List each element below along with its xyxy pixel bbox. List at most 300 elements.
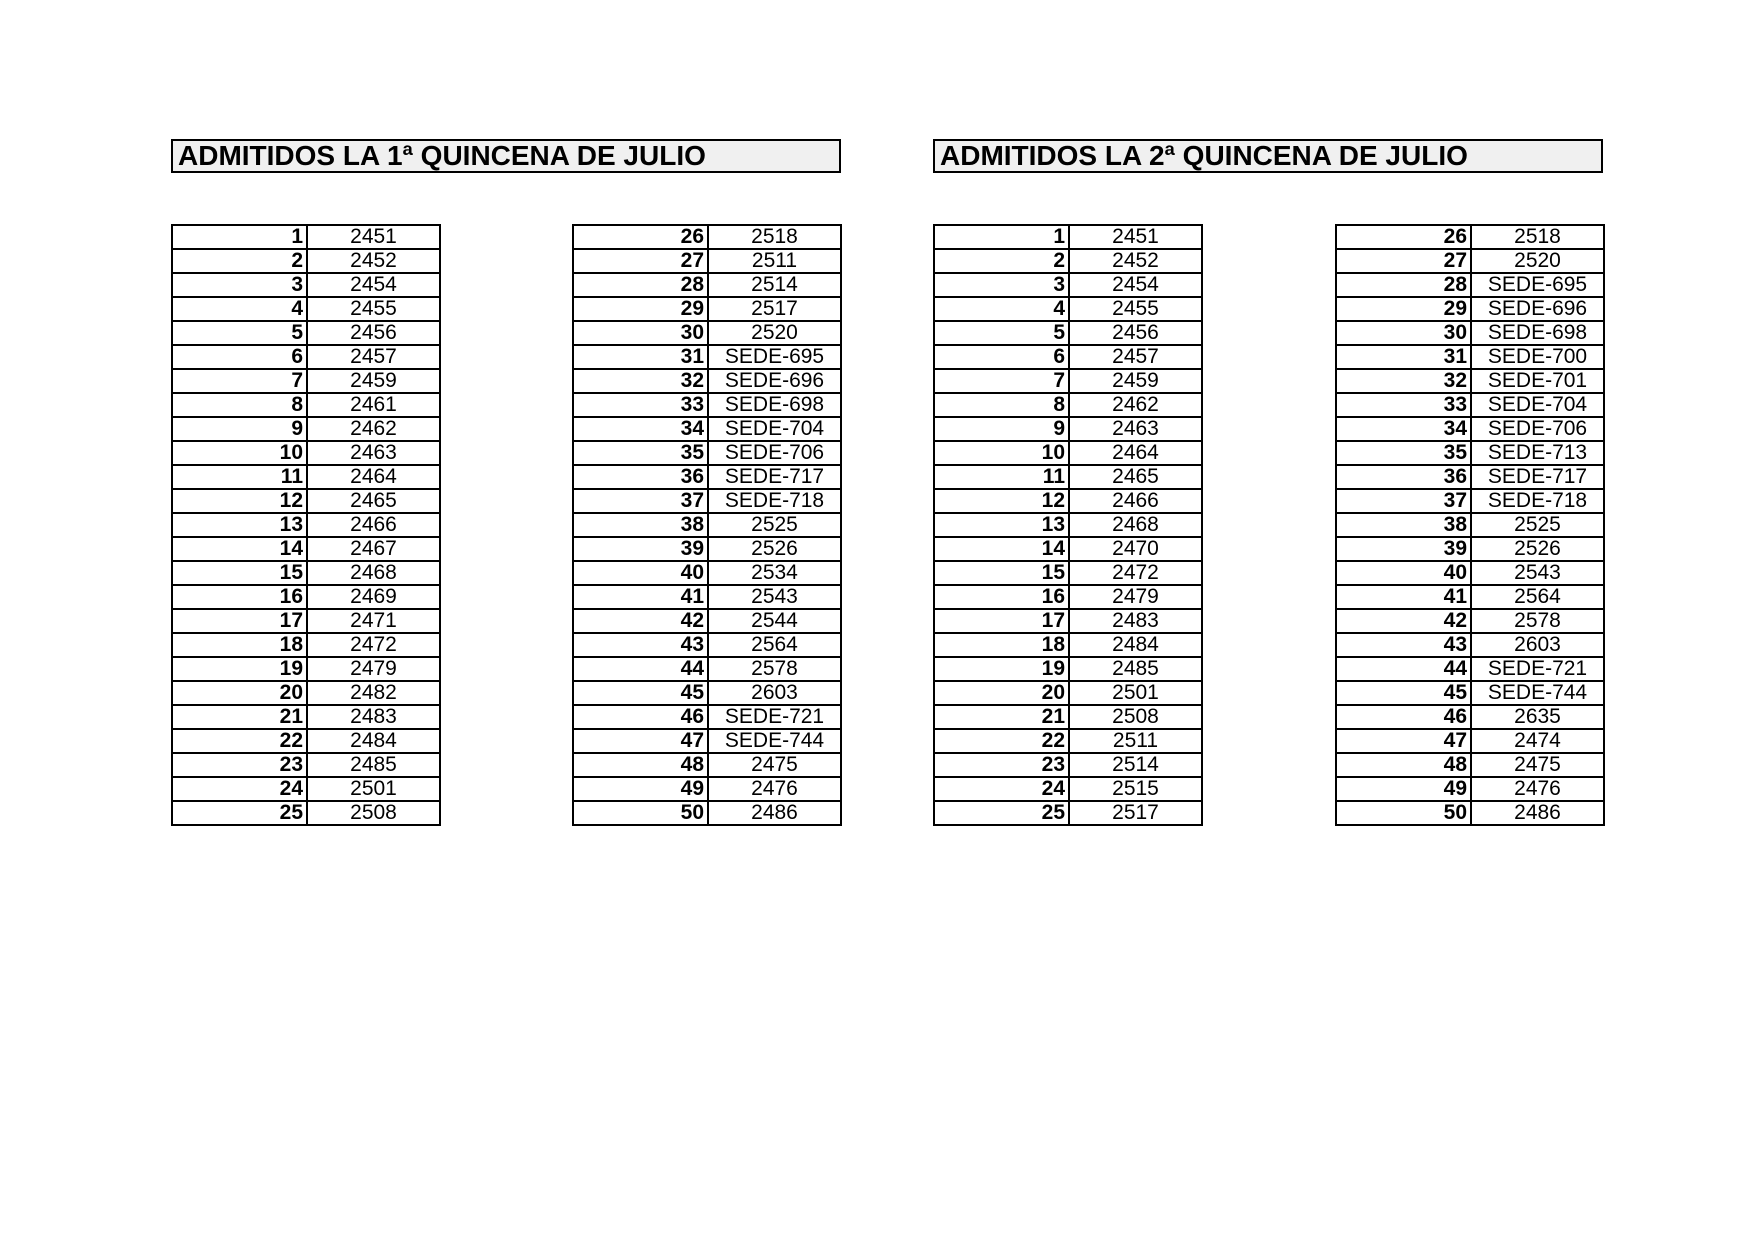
row-number: 49 xyxy=(573,777,708,801)
admitted-code: 2455 xyxy=(307,297,440,321)
table-row xyxy=(934,585,1202,609)
row-number: 12 xyxy=(934,489,1069,513)
admitted-code: 2525 xyxy=(1471,513,1604,537)
admitted-code: 2534 xyxy=(708,561,841,585)
admitted-code: 2603 xyxy=(1471,633,1604,657)
admitted-code: 2517 xyxy=(1069,801,1202,825)
row-number: 28 xyxy=(573,273,708,297)
table-row xyxy=(1336,753,1604,777)
table-row xyxy=(1336,489,1604,513)
admitted-code: 2465 xyxy=(307,489,440,513)
row-number: 34 xyxy=(573,417,708,441)
table-row xyxy=(573,417,841,441)
admitted-code: 2464 xyxy=(1069,441,1202,465)
row-number: 36 xyxy=(573,465,708,489)
row-number: 4 xyxy=(172,297,307,321)
table-row xyxy=(172,465,440,489)
table-row xyxy=(172,393,440,417)
table-row xyxy=(573,249,841,273)
row-number: 18 xyxy=(934,633,1069,657)
row-number: 39 xyxy=(573,537,708,561)
table-row xyxy=(172,513,440,537)
row-number: 46 xyxy=(573,705,708,729)
row-number: 30 xyxy=(1336,321,1471,345)
table-row xyxy=(573,297,841,321)
row-number: 24 xyxy=(172,777,307,801)
row-number: 17 xyxy=(172,609,307,633)
admitted-code: 2466 xyxy=(307,513,440,537)
table-row xyxy=(1336,657,1604,681)
table-row xyxy=(573,705,841,729)
row-number: 32 xyxy=(573,369,708,393)
admitted-code: 2508 xyxy=(1069,705,1202,729)
row-number: 33 xyxy=(1336,393,1471,417)
admitted-code: 2514 xyxy=(708,273,841,297)
row-number: 42 xyxy=(1336,609,1471,633)
admitted-code: 2484 xyxy=(1069,633,1202,657)
table-row xyxy=(172,441,440,465)
table-row xyxy=(172,345,440,369)
admitted-code: 2454 xyxy=(307,273,440,297)
admitted-code: 2479 xyxy=(307,657,440,681)
table-row xyxy=(172,681,440,705)
section-title-second-fortnight: ADMITIDOS LA 2ª QUINCENA DE JULIO xyxy=(933,139,1603,173)
admitted-code: 2564 xyxy=(708,633,841,657)
admitted-code: SEDE-695 xyxy=(1471,273,1604,297)
row-number: 13 xyxy=(934,513,1069,537)
admitted-code: 2476 xyxy=(708,777,841,801)
row-number: 36 xyxy=(1336,465,1471,489)
table-row xyxy=(934,321,1202,345)
admitted-code: 2544 xyxy=(708,609,841,633)
admitted-code: 2469 xyxy=(307,585,440,609)
admitted-code: 2472 xyxy=(307,633,440,657)
admitted-code: 2578 xyxy=(708,657,841,681)
row-number: 32 xyxy=(1336,369,1471,393)
table-row xyxy=(172,417,440,441)
row-number: 48 xyxy=(573,753,708,777)
admitted-code: 2485 xyxy=(307,753,440,777)
row-number: 41 xyxy=(573,585,708,609)
table-row xyxy=(934,297,1202,321)
table-row xyxy=(172,777,440,801)
table-row xyxy=(934,225,1202,249)
admitted-code: 2485 xyxy=(1069,657,1202,681)
admitted-code: SEDE-696 xyxy=(708,369,841,393)
table-row xyxy=(172,585,440,609)
table-row xyxy=(573,393,841,417)
table-row xyxy=(934,489,1202,513)
admitted-code: 2475 xyxy=(1471,753,1604,777)
row-number: 41 xyxy=(1336,585,1471,609)
row-number: 42 xyxy=(573,609,708,633)
row-number: 16 xyxy=(934,585,1069,609)
admitted-code: 2462 xyxy=(307,417,440,441)
admitted-code: 2514 xyxy=(1069,753,1202,777)
admitted-code: 2452 xyxy=(1069,249,1202,273)
table-row xyxy=(573,753,841,777)
table-row xyxy=(172,633,440,657)
table-row xyxy=(934,393,1202,417)
admitted-code: 2468 xyxy=(1069,513,1202,537)
row-number: 11 xyxy=(172,465,307,489)
admitted-code: 2456 xyxy=(307,321,440,345)
admitted-code: SEDE-704 xyxy=(708,417,841,441)
table-row xyxy=(934,417,1202,441)
table-row xyxy=(1336,441,1604,465)
row-number: 9 xyxy=(934,417,1069,441)
row-number: 20 xyxy=(172,681,307,705)
admitted-code: SEDE-718 xyxy=(708,489,841,513)
admitted-code: 2454 xyxy=(1069,273,1202,297)
row-number: 43 xyxy=(1336,633,1471,657)
row-number: 29 xyxy=(1336,297,1471,321)
table-row xyxy=(573,273,841,297)
row-number: 37 xyxy=(573,489,708,513)
admitted-code: SEDE-721 xyxy=(708,705,841,729)
table-row xyxy=(172,609,440,633)
table-row xyxy=(172,537,440,561)
admitted-code: 2635 xyxy=(1471,705,1604,729)
row-number: 45 xyxy=(573,681,708,705)
admitted-code: 2483 xyxy=(307,705,440,729)
admitted-code: 2451 xyxy=(307,225,440,249)
admitted-code: SEDE-744 xyxy=(1471,681,1604,705)
admitted-code: SEDE-700 xyxy=(1471,345,1604,369)
table-row xyxy=(934,633,1202,657)
table-row xyxy=(172,321,440,345)
admitted-code: 2520 xyxy=(708,321,841,345)
admitted-code: 2520 xyxy=(1471,249,1604,273)
admitted-code: 2459 xyxy=(307,369,440,393)
row-number: 27 xyxy=(1336,249,1471,273)
admitted-code: SEDE-695 xyxy=(708,345,841,369)
admitted-code: 2474 xyxy=(1471,729,1604,753)
table-row xyxy=(934,705,1202,729)
admitted-code: 2457 xyxy=(1069,345,1202,369)
admitted-code: 2486 xyxy=(1471,801,1604,825)
table-row xyxy=(1336,585,1604,609)
admitted-code: 2457 xyxy=(307,345,440,369)
row-number: 44 xyxy=(573,657,708,681)
table-row xyxy=(573,585,841,609)
admitted-code: 2526 xyxy=(708,537,841,561)
admitted-code: 2511 xyxy=(1069,729,1202,753)
admitted-code: SEDE-696 xyxy=(1471,297,1604,321)
row-number: 40 xyxy=(1336,561,1471,585)
table-row xyxy=(573,441,841,465)
admitted-code: 2461 xyxy=(307,393,440,417)
row-number: 50 xyxy=(573,801,708,825)
admitted-code: 2476 xyxy=(1471,777,1604,801)
row-number: 48 xyxy=(1336,753,1471,777)
row-number: 7 xyxy=(172,369,307,393)
row-number: 39 xyxy=(1336,537,1471,561)
admitted-code: 2515 xyxy=(1069,777,1202,801)
row-number: 2 xyxy=(934,249,1069,273)
admitted-code: 2456 xyxy=(1069,321,1202,345)
row-number: 35 xyxy=(1336,441,1471,465)
table-row xyxy=(573,369,841,393)
row-number: 24 xyxy=(934,777,1069,801)
row-number: 25 xyxy=(934,801,1069,825)
admitted-table-second-fortnight-26-50 xyxy=(1335,224,1605,826)
table-row xyxy=(1336,225,1604,249)
admitted-code: 2462 xyxy=(1069,393,1202,417)
admitted-code: SEDE-721 xyxy=(1471,657,1604,681)
row-number: 25 xyxy=(172,801,307,825)
row-number: 1 xyxy=(172,225,307,249)
row-number: 28 xyxy=(1336,273,1471,297)
row-number: 44 xyxy=(1336,657,1471,681)
table-row xyxy=(934,249,1202,273)
row-number: 22 xyxy=(172,729,307,753)
table-row xyxy=(1336,729,1604,753)
table-row xyxy=(573,681,841,705)
table-row xyxy=(172,705,440,729)
row-number: 20 xyxy=(934,681,1069,705)
table-row xyxy=(172,489,440,513)
row-number: 5 xyxy=(172,321,307,345)
admitted-code: 2482 xyxy=(307,681,440,705)
row-number: 11 xyxy=(934,465,1069,489)
table-row xyxy=(172,249,440,273)
admitted-code: 2464 xyxy=(307,465,440,489)
table-row xyxy=(934,681,1202,705)
table-row xyxy=(1336,465,1604,489)
table-row xyxy=(172,369,440,393)
row-number: 15 xyxy=(934,561,1069,585)
row-number: 31 xyxy=(573,345,708,369)
row-number: 26 xyxy=(573,225,708,249)
admitted-code: SEDE-717 xyxy=(708,465,841,489)
table-row xyxy=(172,273,440,297)
row-number: 12 xyxy=(172,489,307,513)
admitted-code: 2486 xyxy=(708,801,841,825)
admitted-code: 2475 xyxy=(708,753,841,777)
admitted-code: 2578 xyxy=(1471,609,1604,633)
row-number: 46 xyxy=(1336,705,1471,729)
row-number: 34 xyxy=(1336,417,1471,441)
row-number: 40 xyxy=(573,561,708,585)
table-row xyxy=(1336,537,1604,561)
table-row xyxy=(934,753,1202,777)
admitted-code: 2471 xyxy=(307,609,440,633)
admitted-code: SEDE-713 xyxy=(1471,441,1604,465)
admitted-code: 2468 xyxy=(307,561,440,585)
table-row xyxy=(934,657,1202,681)
admitted-code: 2467 xyxy=(307,537,440,561)
row-number: 23 xyxy=(172,753,307,777)
row-number: 6 xyxy=(172,345,307,369)
table-row xyxy=(573,513,841,537)
admitted-code: 2526 xyxy=(1471,537,1604,561)
row-number: 14 xyxy=(934,537,1069,561)
table-row xyxy=(573,465,841,489)
row-number: 16 xyxy=(172,585,307,609)
row-number: 50 xyxy=(1336,801,1471,825)
table-row xyxy=(934,273,1202,297)
row-number: 43 xyxy=(573,633,708,657)
row-number: 17 xyxy=(934,609,1069,633)
row-number: 38 xyxy=(1336,513,1471,537)
admitted-code: SEDE-701 xyxy=(1471,369,1604,393)
admitted-code: 2518 xyxy=(1471,225,1604,249)
admitted-code: 2603 xyxy=(708,681,841,705)
row-number: 8 xyxy=(934,393,1069,417)
row-number: 5 xyxy=(934,321,1069,345)
table-row xyxy=(1336,777,1604,801)
table-row xyxy=(934,801,1202,825)
row-number: 10 xyxy=(172,441,307,465)
admitted-code: 2564 xyxy=(1471,585,1604,609)
table-row xyxy=(1336,609,1604,633)
row-number: 6 xyxy=(934,345,1069,369)
table-row xyxy=(172,561,440,585)
admitted-code: 2543 xyxy=(1471,561,1604,585)
table-row xyxy=(934,369,1202,393)
row-number: 31 xyxy=(1336,345,1471,369)
row-number: 3 xyxy=(172,273,307,297)
row-number: 29 xyxy=(573,297,708,321)
row-number: 15 xyxy=(172,561,307,585)
table-row xyxy=(1336,369,1604,393)
admitted-code: SEDE-698 xyxy=(1471,321,1604,345)
table-row xyxy=(934,465,1202,489)
table-row xyxy=(573,609,841,633)
table-row xyxy=(172,657,440,681)
admitted-code: 2518 xyxy=(708,225,841,249)
row-number: 47 xyxy=(1336,729,1471,753)
admitted-table-first-fortnight-1-25 xyxy=(171,224,441,826)
row-number: 19 xyxy=(172,657,307,681)
row-number: 8 xyxy=(172,393,307,417)
admitted-code: 2501 xyxy=(1069,681,1202,705)
admitted-code: 2455 xyxy=(1069,297,1202,321)
admitted-code: 2466 xyxy=(1069,489,1202,513)
table-row xyxy=(1336,345,1604,369)
table-row xyxy=(172,801,440,825)
row-number: 22 xyxy=(934,729,1069,753)
admitted-code: SEDE-704 xyxy=(1471,393,1604,417)
table-row xyxy=(172,729,440,753)
table-row xyxy=(172,753,440,777)
table-row xyxy=(934,729,1202,753)
row-number: 27 xyxy=(573,249,708,273)
row-number: 30 xyxy=(573,321,708,345)
admitted-code: 2484 xyxy=(307,729,440,753)
row-number: 21 xyxy=(172,705,307,729)
table-row xyxy=(573,657,841,681)
table-row xyxy=(573,561,841,585)
table-row xyxy=(934,537,1202,561)
table-row xyxy=(934,441,1202,465)
row-number: 4 xyxy=(934,297,1069,321)
admitted-code: 2483 xyxy=(1069,609,1202,633)
row-number: 49 xyxy=(1336,777,1471,801)
table-row xyxy=(1336,249,1604,273)
row-number: 47 xyxy=(573,729,708,753)
table-row xyxy=(1336,321,1604,345)
row-number: 1 xyxy=(934,225,1069,249)
admitted-code: SEDE-706 xyxy=(1471,417,1604,441)
table-row xyxy=(573,537,841,561)
row-number: 2 xyxy=(172,249,307,273)
row-number: 18 xyxy=(172,633,307,657)
admitted-code: 2451 xyxy=(1069,225,1202,249)
table-row xyxy=(934,345,1202,369)
table-row xyxy=(573,321,841,345)
row-number: 21 xyxy=(934,705,1069,729)
table-row xyxy=(1336,561,1604,585)
admitted-code: 2452 xyxy=(307,249,440,273)
admitted-code: 2463 xyxy=(1069,417,1202,441)
table-row xyxy=(1336,273,1604,297)
table-row xyxy=(1336,705,1604,729)
admitted-code: 2465 xyxy=(1069,465,1202,489)
admitted-table-second-fortnight-1-25 xyxy=(933,224,1203,826)
row-number: 38 xyxy=(573,513,708,537)
admitted-code: 2543 xyxy=(708,585,841,609)
table-row xyxy=(573,345,841,369)
admitted-code: 2463 xyxy=(307,441,440,465)
row-number: 26 xyxy=(1336,225,1471,249)
table-row xyxy=(1336,417,1604,441)
table-row xyxy=(573,633,841,657)
admitted-code: SEDE-698 xyxy=(708,393,841,417)
row-number: 10 xyxy=(934,441,1069,465)
admitted-table-first-fortnight-26-50 xyxy=(572,224,842,826)
admitted-code: 2479 xyxy=(1069,585,1202,609)
table-row xyxy=(1336,681,1604,705)
admitted-code: 2525 xyxy=(708,513,841,537)
table-row xyxy=(934,561,1202,585)
admitted-code: SEDE-706 xyxy=(708,441,841,465)
admitted-code: 2511 xyxy=(708,249,841,273)
row-number: 14 xyxy=(172,537,307,561)
table-row xyxy=(172,225,440,249)
row-number: 37 xyxy=(1336,489,1471,513)
table-row xyxy=(934,609,1202,633)
table-row xyxy=(934,777,1202,801)
table-row xyxy=(1336,801,1604,825)
table-row xyxy=(573,489,841,513)
row-number: 9 xyxy=(172,417,307,441)
row-number: 7 xyxy=(934,369,1069,393)
row-number: 13 xyxy=(172,513,307,537)
table-row xyxy=(573,225,841,249)
table-row xyxy=(934,513,1202,537)
row-number: 23 xyxy=(934,753,1069,777)
admitted-code: SEDE-718 xyxy=(1471,489,1604,513)
row-number: 33 xyxy=(573,393,708,417)
row-number: 45 xyxy=(1336,681,1471,705)
table-row xyxy=(1336,297,1604,321)
table-row xyxy=(573,777,841,801)
admitted-code: 2517 xyxy=(708,297,841,321)
admitted-code: SEDE-744 xyxy=(708,729,841,753)
row-number: 19 xyxy=(934,657,1069,681)
table-row xyxy=(573,801,841,825)
table-row xyxy=(1336,633,1604,657)
table-row xyxy=(1336,393,1604,417)
admitted-code: SEDE-717 xyxy=(1471,465,1604,489)
row-number: 3 xyxy=(934,273,1069,297)
table-row xyxy=(573,729,841,753)
admitted-code: 2472 xyxy=(1069,561,1202,585)
section-title-first-fortnight: ADMITIDOS LA 1ª QUINCENA DE JULIO xyxy=(171,139,841,173)
table-row xyxy=(1336,513,1604,537)
